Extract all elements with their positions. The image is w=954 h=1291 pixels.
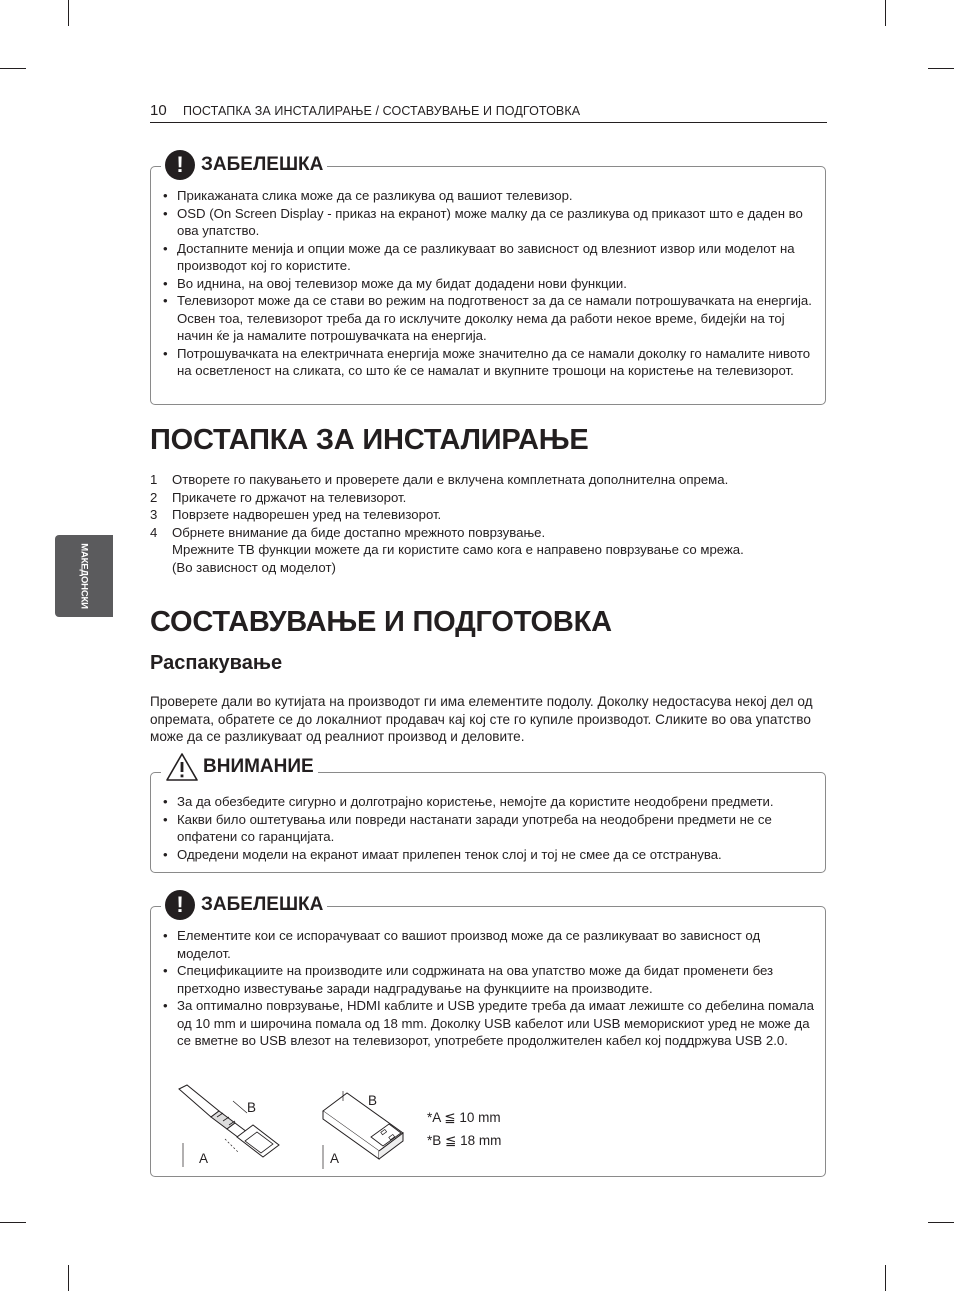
install-steps — [150, 471, 830, 576]
page-header — [150, 102, 827, 123]
running-header: ПОСТАПКА ЗА ИНСТАЛИРАЊЕ / СОСТАВУВАЊЕ И ПОДГОТОВКА — [183, 104, 581, 118]
language-side-tab — [55, 535, 113, 617]
list-item: • Спецификациите на производите или содржината на ова упатство може да бидат променети без претходно известување заради надградување на функциите на производите. — [163, 962, 817, 997]
note-list — [163, 187, 817, 380]
list-item: • Елементите кои се испорачуваат со вашиот производ може да се разликуваат во зависност од моделот. — [163, 927, 817, 962]
exclamation-icon: ! — [165, 890, 195, 920]
dim-label-b: B — [247, 1100, 257, 1115]
section-title-assembly: СОСТАВУВАЊЕ И ПОДГОТОВКА — [150, 606, 612, 638]
crop-mark — [0, 1222, 26, 1223]
step-note: Мрежните ТВ функции можете да ги користите само кога е направено поврзување со мрежа. — [172, 542, 744, 557]
dim-label-b: B — [368, 1093, 378, 1108]
page-number: 10 — [150, 102, 167, 119]
dimension-limit-b: *B ≦ 18 mm — [427, 1133, 502, 1148]
step-text: Обрнете внимание да биде достапно мрежното поврзување. — [172, 524, 546, 540]
step-number: 1 — [150, 472, 158, 487]
list-item: • Какви било оштетувања или повреди настанати заради употреба на неодобрени предмети не се опфатени со гаранцијата. — [163, 811, 817, 846]
step-text: Отворете го пакувањето и проверете дали е вклучена комплетната дополнителна опрема. — [172, 472, 729, 487]
step-item — [150, 524, 830, 577]
step-number: 3 — [150, 507, 158, 522]
list-item: • За оптимално поврзување, HDMI каблите и USB уредите треба да имаат лежиште со дебелина помала од 10 mm и широчина помала од 18 mm. Доколку USB кабелот или USB меморискиот уред не може да се вметне во USB влезот на телевизорот, употребете продолжителен кабел кој поддржува USB 2.0. — [163, 997, 817, 1050]
subsection-title-unpacking: Распакување — [150, 652, 283, 674]
note-box-1 — [150, 152, 826, 405]
step-number: 2 — [150, 489, 158, 505]
crop-mark — [68, 0, 69, 26]
caution-list — [163, 793, 817, 863]
exclamation-icon: ! — [165, 150, 195, 180]
crop-mark — [885, 1265, 886, 1291]
list-item: • Потрошувачката на електричната енергија може значително да се намали доколку го намалите нивото на осветленост на сликата, со што ќе се намалат и вкупните трошоци на користење на телевизорот. — [163, 345, 817, 380]
list-item: • За да обезбедите сигурно и долготрајно користење, немојте да користите неодобрени предмети. — [163, 793, 817, 811]
crop-mark — [68, 1265, 69, 1291]
step-note: (Во зависност од моделот) — [172, 559, 336, 575]
note-box-header — [161, 149, 327, 181]
step-item — [150, 489, 830, 507]
note-title: ЗАБЕЛЕШКА — [201, 894, 324, 915]
note-list — [163, 927, 817, 1050]
list-item: • Прикажаната слика може да се разликува од вашиот телевизор. — [163, 187, 817, 205]
dimension-limit-a: *A ≦ 10 mm — [427, 1110, 501, 1125]
crop-mark — [928, 68, 954, 69]
crop-mark — [0, 68, 26, 69]
dim-label-a: A — [199, 1151, 209, 1166]
step-item — [150, 506, 830, 524]
crop-mark — [885, 0, 886, 26]
step-item — [150, 471, 830, 489]
list-item: • OSD (On Screen Display - приказ на екранот) може малку да се разликува од приказот што е даден во ова упатство. — [163, 205, 817, 240]
step-text: Поврзете надворешен уред на телевизорот. — [172, 507, 442, 522]
caution-box-header — [161, 751, 318, 783]
note-box-2 — [150, 892, 826, 1177]
list-item: • Достапните менија и опции може да се разликуваат во зависност од влезниот извор или моделот на производот кој го користите. — [163, 240, 817, 275]
crop-mark — [928, 1222, 954, 1223]
dim-label-a: A — [330, 1151, 340, 1166]
step-text: Прикачете го држачот на телевизорот. — [172, 489, 407, 505]
caution-box — [150, 756, 826, 873]
warning-triangle-icon — [165, 752, 199, 782]
hdmi-cable-illustration — [175, 1083, 285, 1169]
list-item: • Во иднина, на овој телевизор може да му бидат додадени нови функции. — [163, 275, 817, 293]
note-box-header — [161, 889, 327, 921]
unpacking-intro: Проверете дали во кутијата на производот ги има елементите подолу. Доколку недостасува некој дел од опремата, обратете се до локалниот продавач кај кој сте го купиле производот. Сликите во ова упатство може да се разликуваат од реалниот производ и деловите. — [150, 694, 813, 744]
section-title-install: ПОСТАПКА ЗА ИНСТАЛИРАЊЕ — [150, 424, 589, 456]
step-number: 4 — [150, 524, 158, 540]
caution-title: ВНИМАНИЕ — [203, 756, 314, 777]
language-side-tab-label: МАКЕДОНСКИ — [78, 543, 90, 609]
note-title: ЗАБЕЛЕШКА — [201, 154, 324, 175]
list-item: • Одредени модели на екранот имаат прилепен тенок слој и тој не смее да се отстранува. — [163, 846, 817, 864]
list-item: • Телевизорот може да се стави во режим на подготвеност за да се намали потрошувачката на енергија. Освен тоа, телевизорот треба да го исклучите доколку нема да работи некое време, бидејќи на тој начин ќе ја намалите потрошувачката на енергија. — [163, 292, 817, 345]
